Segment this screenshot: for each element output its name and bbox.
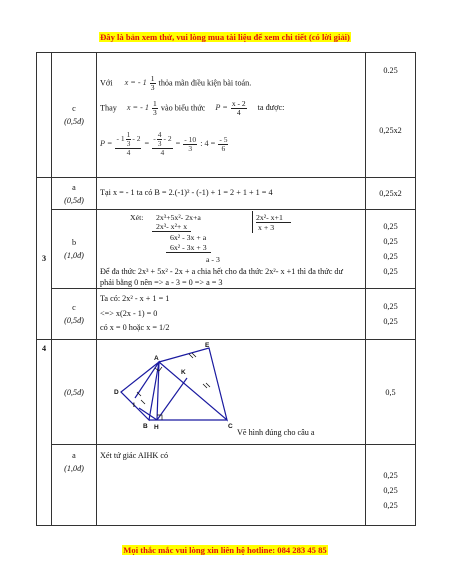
table-row xyxy=(37,445,416,526)
label-b: B xyxy=(143,423,148,430)
calculation-line: P = - 1 $\frac{1}{3}$ - 2 4 = - $\frac{4}{3}$ - 2 4 = $\frac{- 10}{3}$ : 4 = $\frac{- 5}{6}$ xyxy=(100,130,228,157)
solution-table xyxy=(36,52,416,526)
table-row xyxy=(37,289,416,340)
answer-line: Thay x = - 1 $\frac{1}{3}$ vào biểu thức P = $\frac{x - 2}{4}$ ta được: xyxy=(100,99,285,117)
section-cell xyxy=(37,53,52,178)
score-cell: 0,25 0,25 xyxy=(366,289,416,340)
answer-cell: Tại x = - 1 ta có B = 2.(-1)² - (-1) + 1 = 2 + 1 + 1 = 4 xyxy=(97,178,366,210)
figure-caption: Vẽ hình đúng cho câu a xyxy=(237,428,315,437)
answer-cell xyxy=(97,53,366,178)
label-h: H xyxy=(154,424,159,431)
table-row xyxy=(37,340,416,445)
score-cell: 0,25x2 xyxy=(366,178,416,210)
label-i: I xyxy=(133,402,135,409)
score-cell: 0.25 0,25x2 xyxy=(366,53,416,178)
part-cell: c (0,5đ) xyxy=(52,53,97,178)
table-row xyxy=(37,178,416,210)
triangle-aec xyxy=(159,348,227,420)
answer-cell: Xét: 2x³+5x²- 2x+a 2x³- x²+ x 6x² - 3x + a 6x² - 3x + 3 a - 3 2x²- x+1 x + 3 Để đa thức 2x³ + 5x² - 2x + a chia hết cho đa thức 2x²- x +1 thì đa thức dư phải bằng 0 nên => a - 3 = 0 => a = 3 xyxy=(97,210,366,289)
part-cell: a (1,0đ) xyxy=(52,445,97,526)
top-banner: Đây là bản xem thử, vui lòng mua tài liệu để xem chi tiết (có lời giải) xyxy=(100,32,350,42)
answer-line: Với x = - 1 $\frac{1}{3}$ thỏa mãn điều kiện bài toán. xyxy=(100,74,252,92)
label-c: C xyxy=(228,423,233,430)
answer-cell: Ta có: 2x² - x + 1 = 1 <=> x(2x - 1) = 0 có x = 0 hoặc x = 1/2 xyxy=(97,289,366,340)
section-cell: 4 xyxy=(37,340,52,526)
label-d: D xyxy=(114,389,119,396)
score-cell: 0,5 xyxy=(366,340,416,445)
part-cell: c (0,5đ) xyxy=(52,289,97,340)
score-cell: 0,25 0,25 0,25 xyxy=(366,445,416,526)
section-cell: 3 xyxy=(37,178,52,340)
answer-cell: Xét tứ giác AIHK có xyxy=(97,445,366,526)
label-a: A xyxy=(154,355,159,362)
geometry-figure xyxy=(97,340,359,444)
label-e: E xyxy=(205,342,210,349)
long-division: Xét: 2x³+5x²- 2x+a 2x³- x²+ x 6x² - 3x + a 6x² - 3x + 3 a - 3 2x²- x+1 x + 3 xyxy=(100,211,362,267)
segment-hk xyxy=(157,378,187,420)
part-cell: (0,5đ) xyxy=(52,340,97,445)
score-cell: 0,25 0,25 0,25 0,25 xyxy=(366,210,416,289)
part-cell: a (0,5đ) xyxy=(52,178,97,210)
figure-cell xyxy=(97,340,366,445)
table-row xyxy=(37,53,416,178)
figure-lines xyxy=(121,348,227,420)
part-cell: b (1,0đ) xyxy=(52,210,97,289)
table-row xyxy=(37,210,416,289)
label-k: K xyxy=(181,369,186,376)
bottom-banner: Mọi thắc mắc vui lòng xin liên hệ hotline: 084 283 45 85 xyxy=(123,545,327,555)
